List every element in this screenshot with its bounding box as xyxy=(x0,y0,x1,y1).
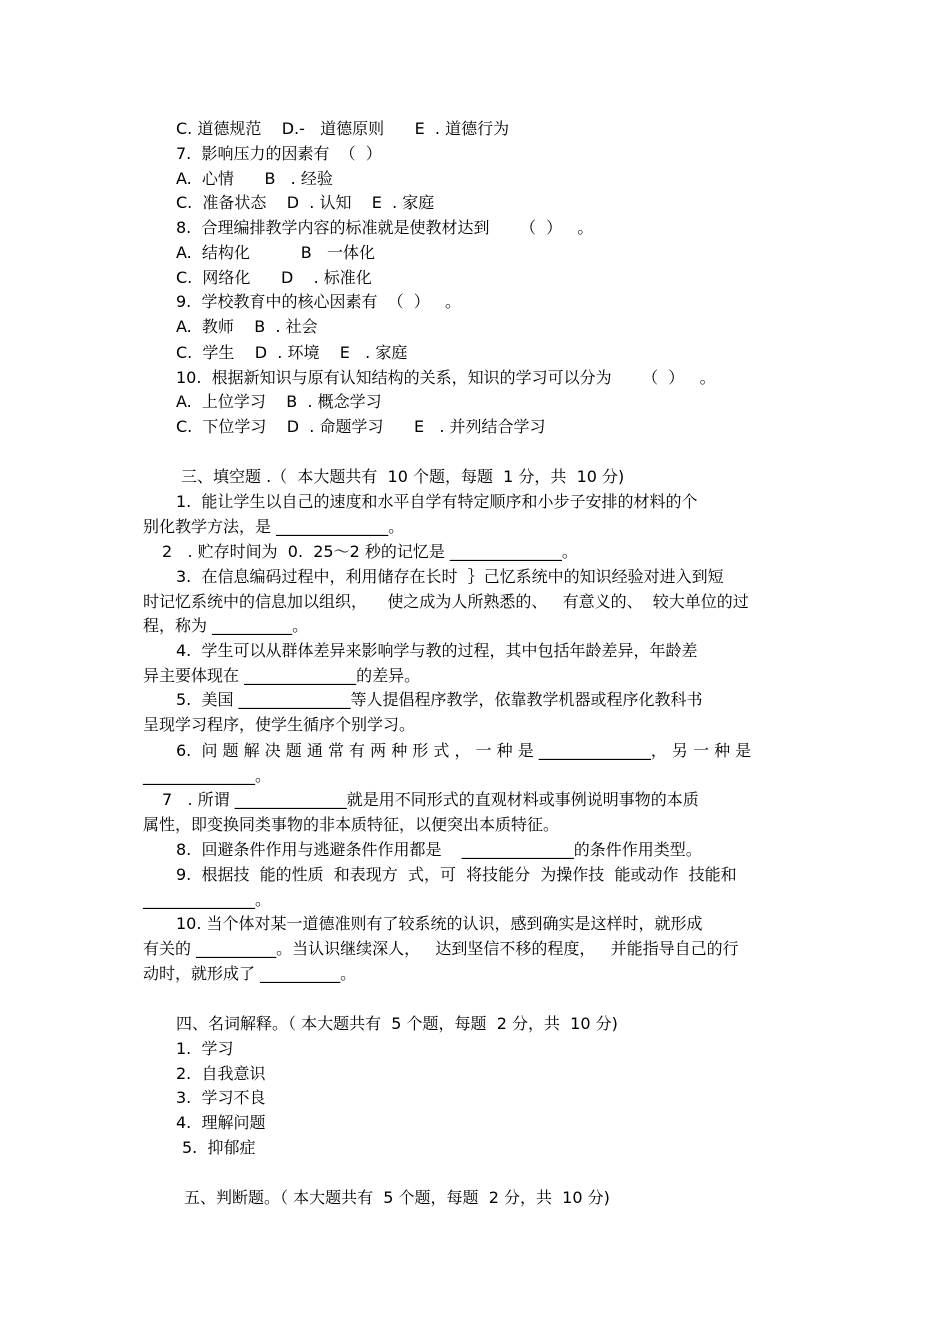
q9-options-ab: A. 教师 B . 社会 xyxy=(176,317,318,336)
q10-stem: 10. 根据新知识与原有认知结构的关系，知识的学习可以分为 （ ） 。 xyxy=(176,368,716,387)
fill-q3-line2: 时记忆系统中的信息加以组织， 使之成为人所熟悉的、 有意义的、 较大单位的过 xyxy=(143,592,749,611)
q8-stem: 8. 合理编排教学内容的标准就是使教材达到 （ ） 。 xyxy=(176,218,594,237)
fill-q1-line2: 别化教学方法，是 ______________。 xyxy=(143,517,405,536)
section3-heading: 三、填空题 .（ 本大题共有 10 个题，每题 1 分，共 10 分) xyxy=(181,467,625,486)
q9-options-cde: C. 学生 D . 环境 E . 家庭 xyxy=(176,343,408,362)
fill-q8-line: 8. 回避条件作用与逃避条件作用都是 ______________的条件作用类型。 xyxy=(176,840,702,859)
q8-options-ab: A. 结构化 B 一体化 xyxy=(176,243,376,262)
q9-stem: 9. 学校教育中的核心因素有 （ ） 。 xyxy=(176,292,462,311)
section5-heading: 五、判断题。（ 本大题共有 5 个题，每题 2 分，共 10 分) xyxy=(184,1188,610,1207)
fill-q4-line1: 4. 学生可以从群体差异来影响学与教的过程，其中包括年龄差异，年龄差 xyxy=(176,641,698,660)
fill-q5-line2: 呈现学习程序，使学生循序个别学习。 xyxy=(143,715,416,734)
q10-options-cde: C. 下位学习 D . 命题学习 E . 并列结合学习 xyxy=(176,417,546,436)
term-item-2: 2. 自我意识 xyxy=(176,1064,266,1083)
q7-stem: 7. 影响压力的因素有 （ ） xyxy=(176,144,382,163)
q7-options-ab: A. 心情 B . 经验 xyxy=(176,169,333,188)
q10-options-ab: A. 上位学习 B . 概念学习 xyxy=(176,392,382,411)
term-item-4: 4. 理解问题 xyxy=(176,1113,266,1132)
q7-options-cde: C. 准备状态 D . 认知 E . 家庭 xyxy=(176,193,435,212)
fill-q3-line1: 3. 在信息编码过程中，利用储存在长时 ｝己忆系统中的知识经验对进入到短 xyxy=(176,567,724,586)
fill-q6-line1: 6. 问 题 解 决 题 通 常 有 两 种 形 式 ， 一 种 是 ______________， 另 一 种 是 xyxy=(176,741,752,760)
term-item-1: 1. 学习 xyxy=(176,1039,234,1058)
q6-options-cde: C. 道德规范 D.- 道德原则 E . 道德行为 xyxy=(176,119,510,138)
q8-options-cd: C. 网络化 D . 标准化 xyxy=(176,268,372,287)
term-item-3: 3. 学习不良 xyxy=(176,1088,266,1107)
section4-heading: 四、名词解释。（ 本大题共有 5 个题，每题 2 分，共 10 分) xyxy=(176,1014,618,1033)
fill-q6-line2: ______________。 xyxy=(143,766,272,785)
fill-q1-line1: 1. 能让学生以自己的速度和水平自学有特定顺序和小步子安排的材料的个 xyxy=(176,492,698,511)
term-item-5: 5. 抑郁症 xyxy=(182,1138,256,1157)
fill-q10-line2: 有关的 __________。当认识继续深人， 达到坚信不移的程度， 并能指导自己的行 xyxy=(143,939,739,958)
fill-q10-line3: 动时，就形成了 __________。 xyxy=(143,964,357,983)
fill-q4-line2: 异主要体现在 ______________的差异。 xyxy=(143,666,421,685)
fill-q5-line1: 5. 美国 ______________等人提倡程序教学，依靠教学机器或程序化教科书 xyxy=(176,690,703,709)
fill-q3-line3: 程，称为 __________。 xyxy=(143,616,309,635)
fill-q2-line: 2 . 贮存时间为 0. 25～2 秒的记忆是 ______________。 xyxy=(162,542,578,561)
fill-q7-line1: 7 . 所谓 ______________就是用不同形式的直观材料或事例说明事物的本质 xyxy=(162,790,699,809)
fill-q10-line1: 10. 当个体对某一道德准则有了较系统的认识，感到确实是这样时，就形成 xyxy=(176,914,703,933)
fill-q7-line2: 属性，即变换同类事物的非本质特征，以便突出本质特征。 xyxy=(143,815,560,834)
fill-q9-line2: ______________。 xyxy=(143,890,272,909)
fill-q9-line1: 9. 根据技 能的性质 和表现方 式，可 将技能分 为操作技 能或动作 技能和 xyxy=(176,865,737,884)
